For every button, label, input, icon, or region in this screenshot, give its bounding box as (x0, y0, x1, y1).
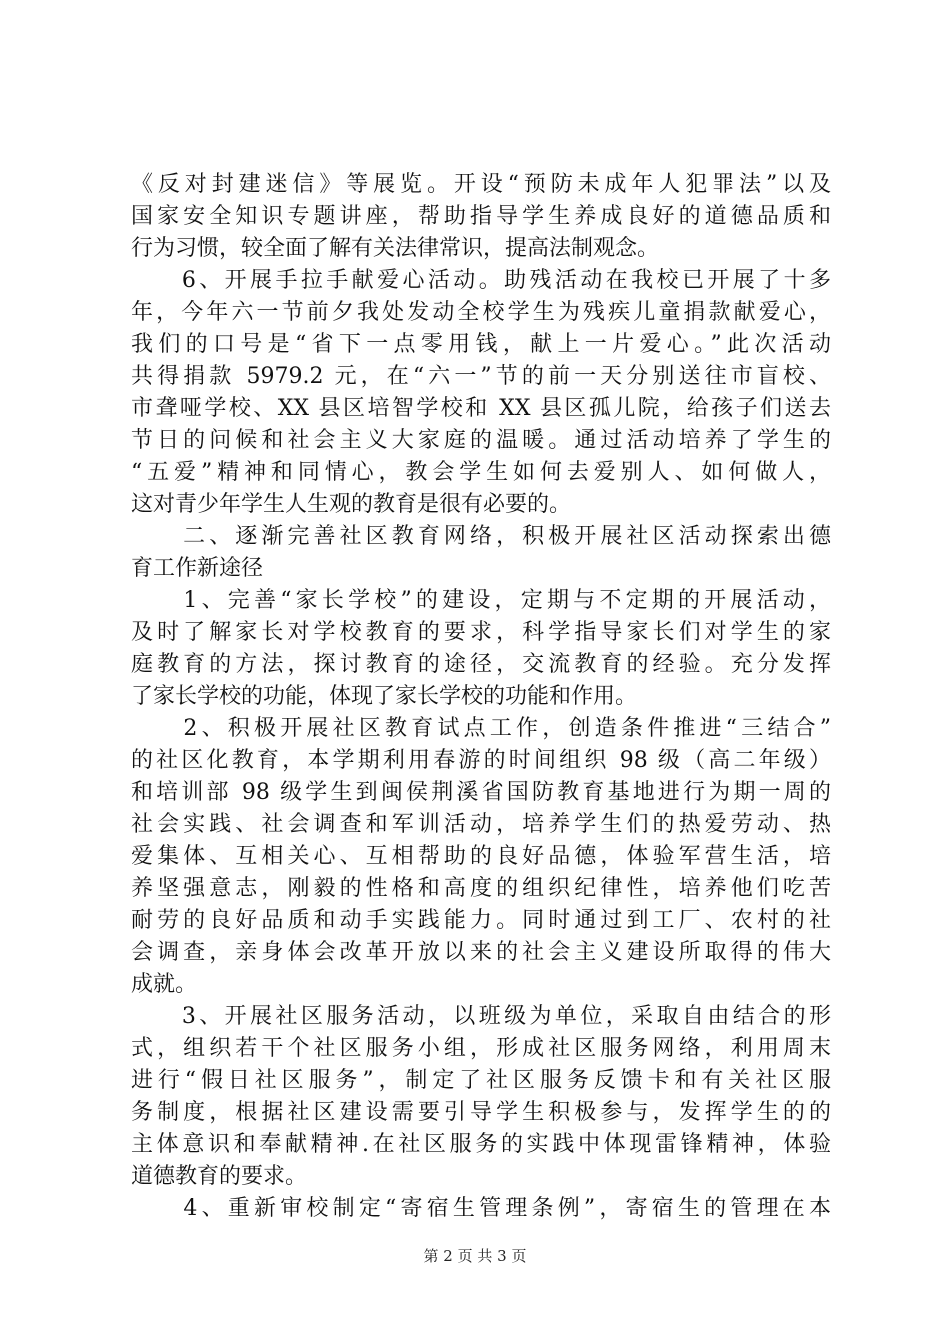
body-text (131, 169, 831, 1225)
text-line: 这对青少年学生人生观的教育是很有必要的。 (131, 492, 572, 517)
section-heading-line: 育工作新途径 (131, 556, 264, 581)
text-line: 式，组织若干个社区服务小组，形成社区服务网络，利用周末 (131, 1036, 831, 1061)
text-line: 年，今年六一节前夕我处发动全校学生为残疾儿童捐款献爱心， (131, 300, 831, 325)
text-line: 2、积极开展社区教育试点工作，创造条件推进“三结合” (131, 716, 831, 741)
section-heading-line: 二、逐渐完善社区教育网络，积极开展社区活动探索出德 (131, 524, 831, 549)
text-line: 4、重新审校制定“寄宿生管理条例”，寄宿生的管理在本 (131, 1196, 831, 1221)
text-line: 国家安全知识专题讲座，帮助指导学生养成良好的道德品质和 (131, 204, 831, 229)
text-line: 养坚强意志，刚毅的性格和高度的组织纪律性，培养他们吃苦 (131, 876, 831, 901)
text-line: 道德教育的要求。 (131, 1164, 308, 1189)
text-line: “五爱”精神和同情心，教会学生如何去爱别人、如何做人， (131, 460, 831, 485)
text-line: 和培训部 98 级学生到闽侯荆溪省国防教育基地进行为期一周的 (131, 780, 831, 805)
text-line: 的社区化教育，本学期利用春游的时间组织 98 级（高二年级） (131, 748, 831, 773)
text-line: 行为习惯，较全面了解有关法律常识，提高法制观念。 (131, 236, 660, 261)
text-line: 及时了解家长对学校教育的要求，科学指导家长们对学生的家 (131, 620, 831, 645)
text-line: 主体意识和奉献精神.在社区服务的实践中体现雷锋精神，体验 (131, 1132, 831, 1157)
text-line: 了家长学校的功能，体现了家长学校的功能和作用。 (131, 684, 638, 709)
text-line: 1、完善“家长学校”的建设，定期与不定期的开展活动， (131, 588, 831, 613)
text-line: 3、开展社区服务活动，以班级为单位，采取自由结合的形 (131, 1004, 831, 1029)
text-line: 务制度，根据社区建设需要引导学生积极参与，发挥学生的的 (131, 1100, 831, 1125)
text-line: 会调查，亲身体会改革开放以来的社会主义建设所取得的伟大 (131, 940, 831, 965)
text-line: 市聋哑学校、XX 县区培智学校和 XX 县区孤儿院，给孩子们送去 (131, 396, 831, 421)
text-line: 社会实践、社会调查和军训活动，培养学生们的热爱劳动、热 (131, 812, 831, 837)
text-line: 6、开展手拉手献爱心活动。助残活动在我校已开展了十多 (131, 268, 831, 293)
text-line: 成就。 (131, 972, 198, 997)
text-line: 我们的口号是“省下一点零用钱，献上一片爱心。”此次活动 (131, 332, 831, 357)
text-line: 庭教育的方法，探讨教育的途径，交流教育的经验。充分发挥 (131, 652, 831, 677)
text-line: 进行“假日社区服务”，制定了社区服务反馈卡和有关社区服 (131, 1068, 831, 1093)
text-line: 耐劳的良好品质和动手实践能力。同时通过到工厂、农村的社 (131, 908, 831, 933)
text-line: 《反对封建迷信》等展览。开设“预防未成年人犯罪法”以及 (131, 172, 831, 197)
text-line: 共得捐款 5979.2 元，在“六一”节的前一天分别送往市盲校、 (131, 364, 831, 389)
text-line: 爱集体、互相关心、互相帮助的良好品德，体验军营生活，培 (131, 844, 831, 869)
page-number-footer: 第 2 页 共 3 页 (423, 1247, 527, 1265)
text-line: 节日的问候和社会主义大家庭的温暖。通过活动培养了学生的 (131, 428, 831, 453)
